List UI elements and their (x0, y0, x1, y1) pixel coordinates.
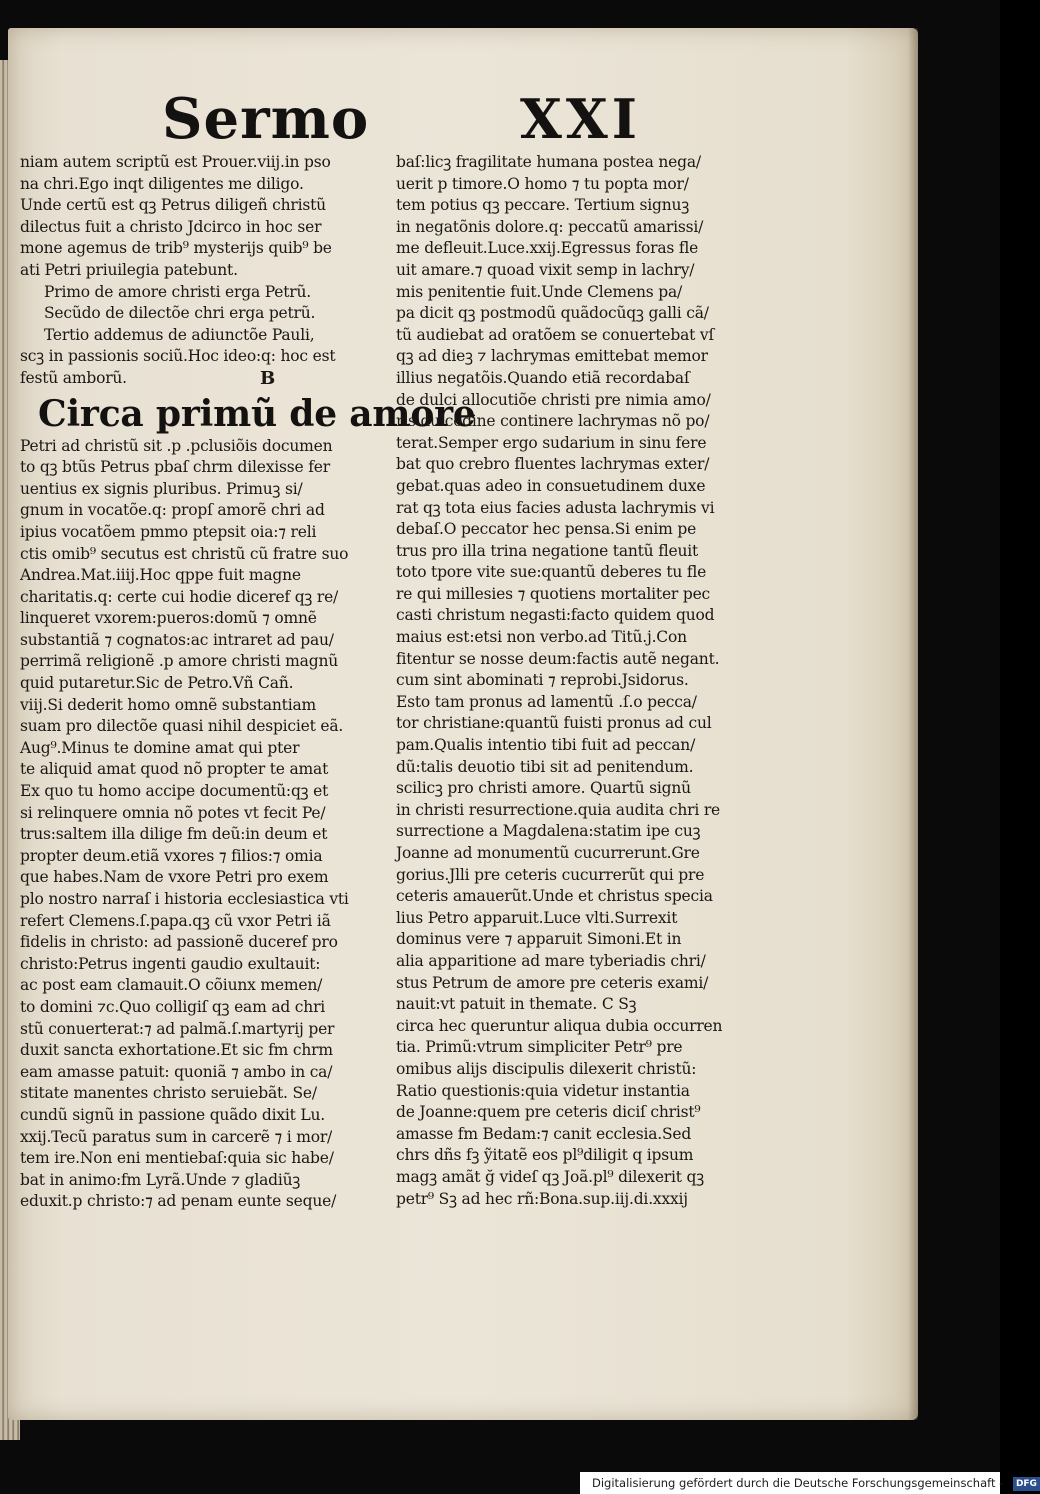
text-line: chrs dñs fꝫ ỹitatẽ eos pl⁹diligit q ipsum (396, 1146, 694, 1165)
text-line: plo nostro narraſ i historia ecclesiastica vti (20, 890, 349, 908)
text-line: que habes.Nam de vxore Petri pro exem (20, 868, 329, 887)
text-line: to domini ⁊c.Quo colligiſ qꝫ eam ad chri (20, 997, 326, 1016)
text-line: casti christum negasti:facto quidem quod (396, 606, 715, 625)
text-line: niam autem scriptũ est Prouer.viij.in pso (20, 153, 331, 171)
text-line: ris dulcedine continere lachrymas nõ po/ (396, 412, 710, 431)
footer-credit-text: Digitalisierung gefördert durch die Deutsche Forschungsgemeinschaft - (592, 1476, 1004, 1490)
text-line: gebat.quas adeo in consuetudinem duxe (396, 476, 706, 495)
text-line: me defleuit.Luce.xxij.Egressus foras fle (396, 239, 699, 258)
text-line: ctis omib⁹ secutus est christũ cũ fratre suo (20, 544, 349, 563)
text-line: pam.Qualis intentio tibi fuit ad peccan/ (396, 736, 696, 755)
section-incipit: Circa primũ de amore (38, 392, 476, 435)
left-column (20, 152, 476, 1213)
text-line: magꝫ amãt ğ videſ qꝫ Joã.pl⁹ dilexerit qꝫ (396, 1167, 704, 1186)
text-line: refert Clemens.ſ.papa.qꝫ cũ vxor Petri iã (20, 911, 331, 930)
text-line: festũ amborũ. (20, 368, 127, 387)
text-line: substantiã ⁊ cognatos:ac intraret ad pau/ (20, 630, 334, 649)
text-line: Joanne ad monumentũ cucurrerunt.Gre (396, 844, 700, 862)
text-line: debaſ.O peccator hec pensa.Si enim pe (396, 520, 697, 539)
text-line: Tertio addemus de adiunctõe Pauli, (44, 325, 315, 344)
text-line: in christi resurrectione.quia audita chri re (396, 800, 721, 819)
text-line: nauit:vt patuit in themate. C Sꝫ (396, 995, 637, 1014)
text-line: mone agemus de trib⁹ mysterijs quib⁹ be (20, 239, 332, 258)
text-line: scꝫ in passionis sociũ.Hoc ideo:q: hoc est (20, 347, 336, 366)
text-line: uentius ex signis pluribus. Primuꝫ si/ (20, 479, 303, 498)
text-line: circa hec queruntur aliqua dubia occurren (396, 1016, 723, 1035)
text-line: trus:saltem illa dilige fm deũ:in deum et (20, 825, 328, 844)
text-line: Petri ad christũ sit .p .pclusiõis documen (20, 436, 333, 455)
text-line: stus Petrum de amore pre ceteris exami/ (396, 973, 709, 992)
text-line: duxit sancta exhortatione.Et sic fm chrm (20, 1041, 333, 1060)
text-line: pa dicit qꝫ postmodũ quãdocũqꝫ galli cã/ (396, 304, 709, 323)
text-line: dũ:talis deuotio tibi sit ad penitendum. (396, 757, 694, 776)
text-line: na chri.Ego inqt diligentes me diligo. (20, 174, 304, 193)
text-line: dominus vere ⁊ apparuit Simoni.Et in (396, 930, 682, 949)
text-line: ceteris amauerũt.Unde et christus specia (396, 887, 713, 906)
text-line: re qui millesies ⁊ quotiens mortaliter pec (396, 584, 711, 603)
text-line: dilectus fuit a christo Jdcirco in hoc ser (20, 217, 322, 236)
running-head-right: XXI (520, 87, 642, 151)
text-line: Secũdo de dilectõe chri erga petrũ. (44, 304, 316, 323)
text-line: gnum in vocatõe.q: propſ amorẽ chri ad (20, 501, 325, 520)
text-line: viij.Si dederit homo omnẽ substantiam (20, 695, 316, 714)
text-line: tor christiane:quantũ fuisti pronus ad cul (396, 714, 712, 733)
text-line: omibus alijs discipulis dilexerit christũ: (396, 1059, 697, 1078)
text-line: toto tpore vite sue:quantũ deberes tu fle (396, 563, 707, 582)
text-line: de Joanne:quem pre ceteris diciſ christ⁹ (396, 1103, 701, 1122)
text-line: stũ conuerterat:⁊ ad palmã.ſ.martyrij per (20, 1019, 335, 1038)
text-line: fitentur se nosse deum:factis autẽ negant. (396, 649, 720, 668)
text-line: bat quo crebro fluentes lachrymas exter/ (396, 455, 710, 474)
text-line: eduxit.p christo:⁊ ad penam eunte seque/ (20, 1192, 337, 1211)
text-line: amasse fm Bedam:⁊ canit ecclesia.Sed (396, 1124, 692, 1143)
dfg-logo: DFG (1013, 1477, 1040, 1491)
text-line: suam pro dilectõe quasi nihil despiciet eã. (20, 717, 344, 736)
text-line: de dulci allocutiõe christi pre nimia amo/ (396, 390, 711, 409)
running-head-left: Sermo (162, 86, 370, 152)
text-line: si relinquere omnia nõ potes vt fecit Pe/ (20, 803, 326, 822)
text-line: quid putaretur.Sic de Petro.Vñ Cañ. (20, 674, 294, 693)
text-line: surrectione a Magdalena:statim ipe cuꝫ (396, 822, 701, 841)
text-line: linqueret vxorem:pueros:domũ ⁊ omnẽ (20, 609, 317, 628)
text-line: ipius vocatõem pmmo ptepsit oia:⁊ reli (20, 522, 317, 541)
text-line: ac post eam clamauit.O cõiunx memen/ (20, 976, 323, 995)
footer-credit (580, 1472, 1037, 1494)
text-line: Ex quo tu homo accipe documentũ:qꝫ et (20, 782, 329, 801)
text-line: tũ audiebat ad oratõem se conuertebat vſ (396, 325, 714, 344)
running-head (0, 88, 1000, 158)
text-line: stitate manentes christo seruiebãt. Se/ (20, 1084, 317, 1103)
text-line: cum sint abominati ⁊ reprobi.Jsidorus. (396, 671, 689, 690)
text-line: Unde certũ est qꝫ Petrus diligeñ christũ (20, 196, 326, 215)
text-line: tem potius qꝫ peccare. Tertium signuꝫ (396, 196, 690, 215)
text-line: to qꝫ btũs Petrus pbaſ chrm dilexisse fer (20, 458, 330, 477)
text-line: eam amasse patuit: quoniã ⁊ ambo in ca/ (20, 1062, 333, 1081)
text-line: fidelis in christo: ad passionẽ duceref pro (20, 933, 338, 952)
text-line: baſ:licꝫ fragilitate humana postea nega/ (396, 153, 701, 171)
text-line: bat in animo:fm Lyrã.Unde ⁊ gladiũꝫ (20, 1170, 301, 1189)
text-line: charitatis.q: certe cui hodie diceref qꝫ re/ (20, 587, 339, 606)
text-line: petr⁹ Sꝫ ad hec rñ:Bona.sup.iij.di.xxxij (396, 1189, 688, 1208)
text-line: tia. Primũ:vtrum simpliciter Petr⁹ pre (396, 1038, 683, 1057)
text-line: christo:Petrus ingenti gaudio exultauit: (20, 954, 321, 973)
text-line: rat qꝫ tota eius facies adusta lachrymis vi (396, 498, 715, 517)
text-line: Aug⁹.Minus te domine amat qui pter (20, 738, 300, 757)
section-mark: B (260, 368, 276, 389)
text-line: in negatõnis dolore.q: peccatũ amarissi/ (396, 217, 704, 236)
text-line: uerit p timore.O homo ⁊ tu popta mor/ (396, 174, 689, 193)
text-line: tem ire.Non eni mentiebaſ:quia sic habe/ (20, 1149, 334, 1168)
text-line: ati Petri priuilegia patebunt. (20, 260, 238, 279)
text-line: xxij.Tecũ paratus sum in carcerẽ ⁊ i mor/ (20, 1127, 333, 1146)
text-line: te aliquid amat quod nõ propter te amat (20, 760, 329, 779)
right-column (396, 152, 760, 1210)
text-line: illius negatõis.Quando etiã recordabaſ (396, 368, 690, 387)
text-line: gorius.Jlli pre ceteris cucurrerũt qui pre (396, 865, 705, 884)
text-line: scilicꝫ pro christi amore. Quartũ signũ (396, 779, 691, 798)
text-line: uit amare.⁊ quoad vixit semp in lachry/ (396, 260, 695, 279)
text-line: maius est:etsi non verbo.ad Titũ.j.Con (396, 628, 687, 647)
text-line: trus pro illa trina negatione tantũ fleuit (396, 541, 699, 560)
text-line: qꝫ ad dieꝫ ⁊ lachrymas emittebat memor (396, 347, 708, 366)
text-line: Esto tam pronus ad lamentũ .ſ.o pecca/ (396, 692, 697, 711)
text-line: propter deum.etiã vxores ⁊ filios:⁊ omia (20, 846, 323, 865)
text-line: Primo de amore christi erga Petrũ. (44, 282, 311, 301)
text-line: mis penitentie fuit.Unde Clemens pa/ (396, 282, 683, 301)
text-line: perrimã religionẽ .p amore christi magnũ (20, 652, 339, 671)
text-line: Andrea.Mat.iiij.Hoc qppe fuit magne (20, 566, 301, 585)
text-line: alia apparitione ad mare tyberiadis chri/ (396, 951, 706, 970)
text-line: cundũ signũ in passione quãdo dixit Lu. (20, 1105, 325, 1124)
text-line: lius Petro apparuit.Luce vlti.Surrexit (396, 908, 678, 927)
text-line: terat.Semper ergo sudarium in sinu fere (396, 433, 707, 452)
text-line: Ratio questionis:quia videtur instantia (396, 1081, 690, 1100)
